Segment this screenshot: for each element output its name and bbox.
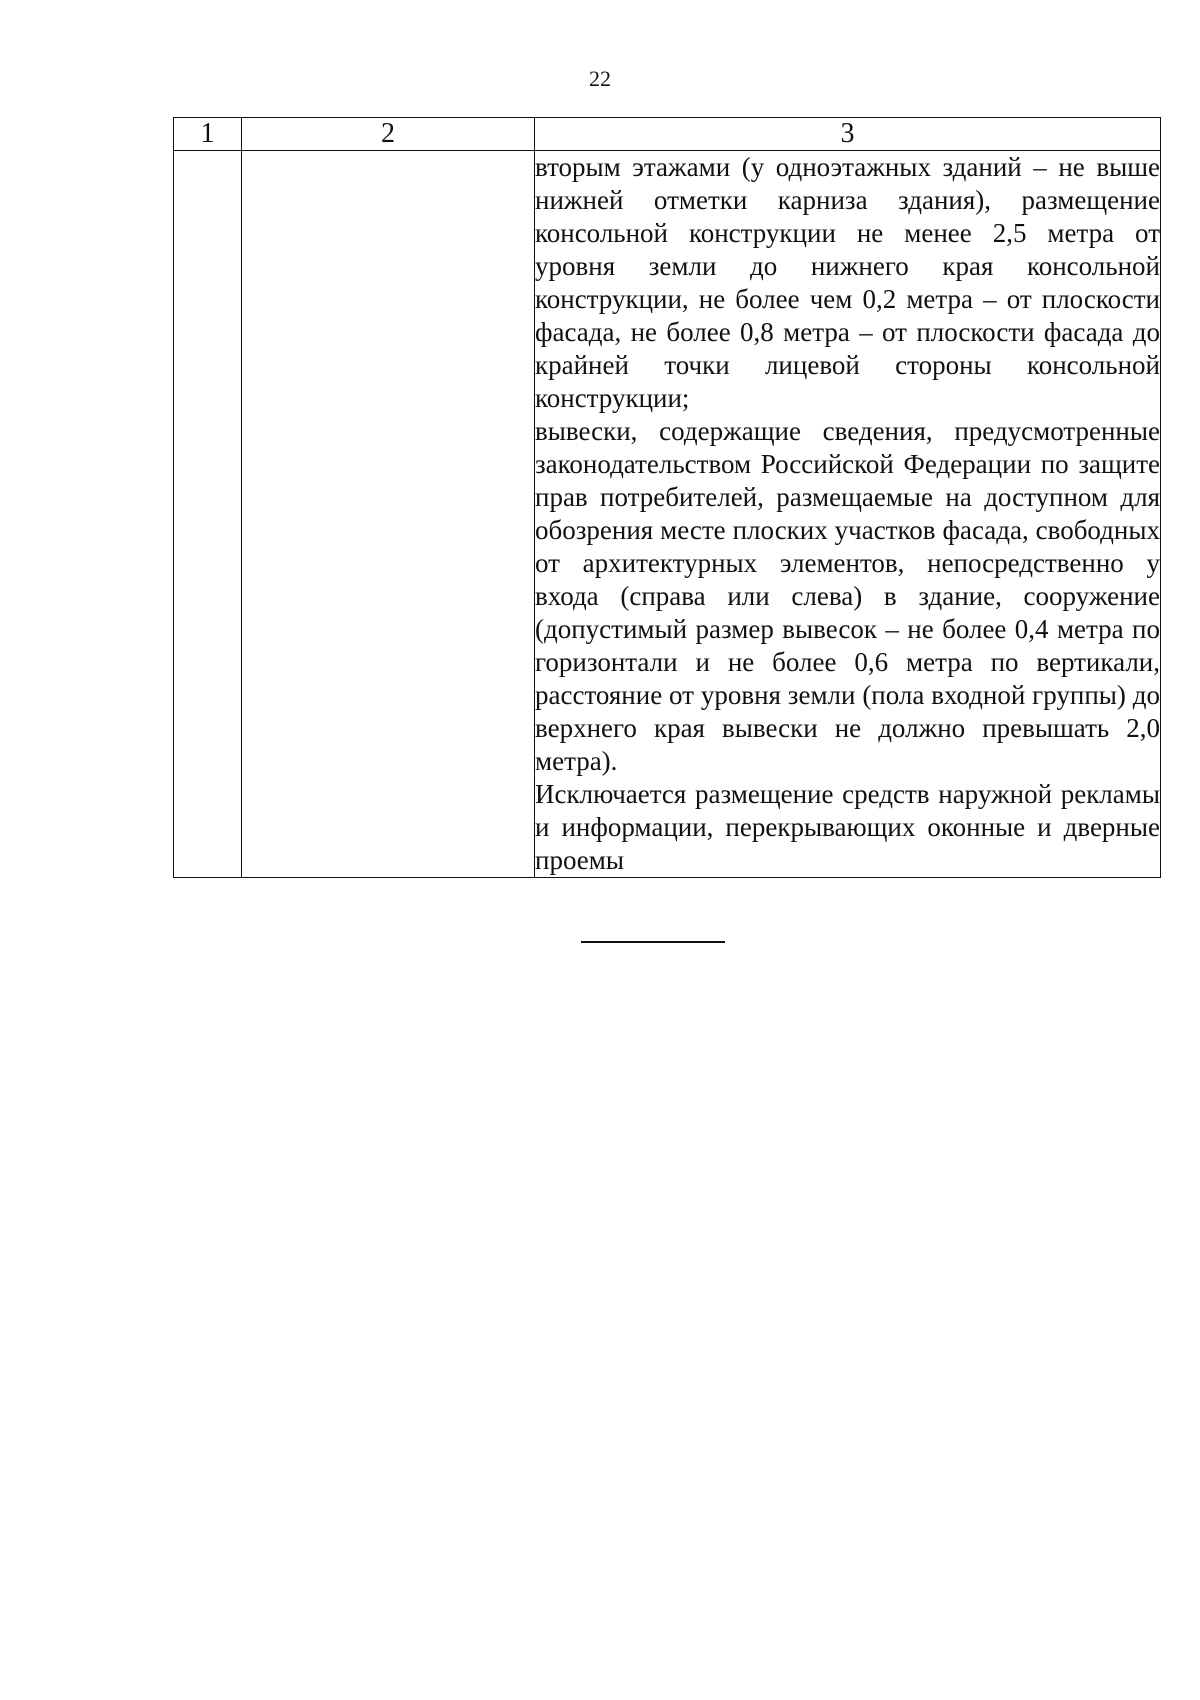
table-cell-col2 xyxy=(242,151,535,878)
table-row xyxy=(174,151,1161,878)
regulation-table xyxy=(173,117,1161,878)
page-number: 22 xyxy=(589,66,611,91)
requirement-paragraph-signboards: вывески, содержащие сведения, предусмотренные законодательством Российской Федерации по защите прав потребителей, размещаемые на доступном для обозрения месте плоских участков фасада, свободных от архитектурных элементов, непосредственно у входа (справа или слева) в здание, сооружение (допустимый размер вывесок – не более 0,4 метра по горизонтали и не более 0,6 метра по вертикали, расстояние от уровня земли (пола входной группы) до верхнего края вывески не должно превышать 2,0 метра). xyxy=(535,416,1160,776)
requirement-paragraph-console: вторым этажами (у одноэтажных зданий – не выше нижней отметки карниза здания), размещение консольной конструкции не менее 2,5 метра от уровня земли до нижнего края консольной конструкции, не более чем 0,2 метра – от плоскости фасада, не более 0,8 метра – от плоскости фасада до крайней точки лицевой стороны консольной конструкции; xyxy=(535,152,1160,413)
column-header-2: 2 xyxy=(242,118,535,151)
end-separator-line xyxy=(581,941,725,943)
column-header-1: 1 xyxy=(174,118,242,151)
requirement-paragraph-exclusion: Исключается размещение средств наружной рекламы и информации, перекрывающих оконные и дверные проемы xyxy=(535,779,1160,875)
column-header-3: 3 xyxy=(535,118,1161,151)
table-cell-col3 xyxy=(535,151,1161,878)
table-cell-col1 xyxy=(174,151,242,878)
table-header-row xyxy=(174,118,1161,151)
